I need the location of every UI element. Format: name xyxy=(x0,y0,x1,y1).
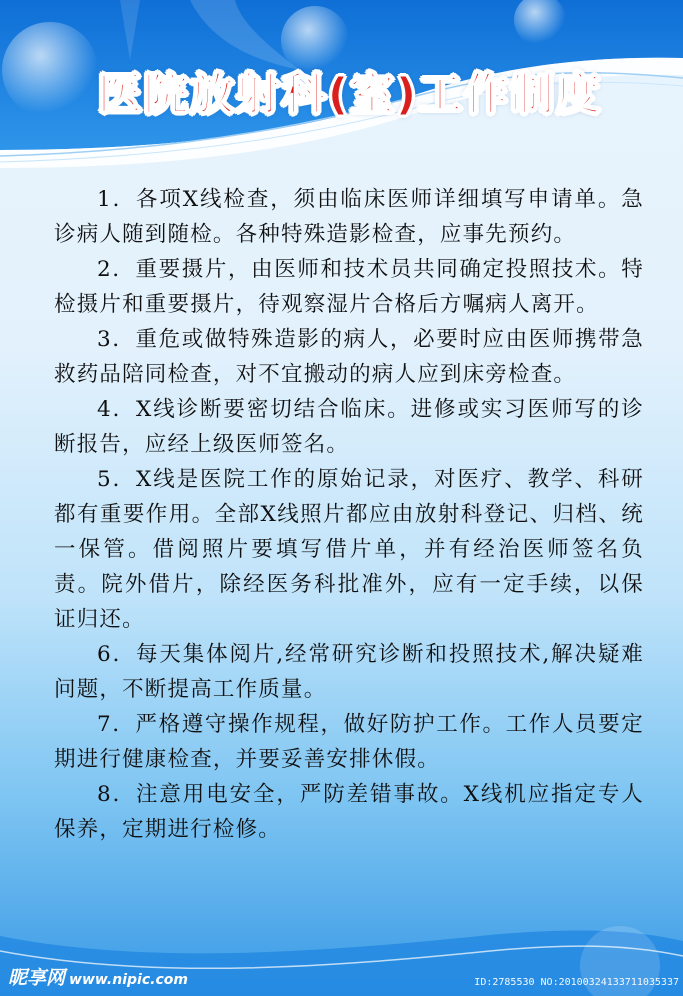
image-id-text: ID:2785530 NO:20100324133711035337 xyxy=(474,977,679,988)
rule-paragraph-8: 8．注意用电安全，严防差错事故。X线机应指定专人保养，定期进行检修。 xyxy=(54,782,644,842)
page-title: 医院放射科(室)工作制度 xyxy=(97,69,603,120)
rule-paragraph-6: 6．每天集体阅片,经常研究诊断和投照技术,解决疑难问题，不断提高工作质量。 xyxy=(54,642,644,702)
logo-text: 昵享网 xyxy=(8,967,66,989)
rules-content xyxy=(54,182,644,847)
logo-url: www.nipic.com xyxy=(69,972,188,988)
rule-paragraph-7: 7．严格遵守操作规程，做好防护工作。工作人员要定期进行健康检查，并要妥善安排休假。 xyxy=(54,712,644,772)
watermark-logo xyxy=(8,963,188,990)
rule-paragraph-3: 3．重危或做特殊造影的病人，必要时应由医师携带急救药品陪同检查，对不宜搬动的病人应到床旁检查。 xyxy=(54,327,644,387)
rule-paragraph-4: 4．X线诊断要密切结合临床。进修或实习医师写的诊断报告，应经上级医师签名。 xyxy=(54,397,644,457)
rule-paragraph-5: 5．X线是医院工作的原始记录，对医疗、教学、科研都有重要作用。全部X线照片都应由放射科登记、归档、统一保管。借阅照片要填写借片单，并有经治医师签名负责。院外借片，除经医务科批准外，应有一定手续，以保证归还。 xyxy=(54,467,644,632)
rule-paragraph-2: 2．重要摄片，由医师和技术员共同确定投照技术。特检摄片和重要摄片，待观察湿片合格后方嘱病人离开。 xyxy=(54,257,644,317)
rule-paragraph-1: 1．各项X线检查，须由临床医师详细填写申请单。急诊病人随到随检。各种特殊造影检查，应事先预约。 xyxy=(54,187,644,247)
